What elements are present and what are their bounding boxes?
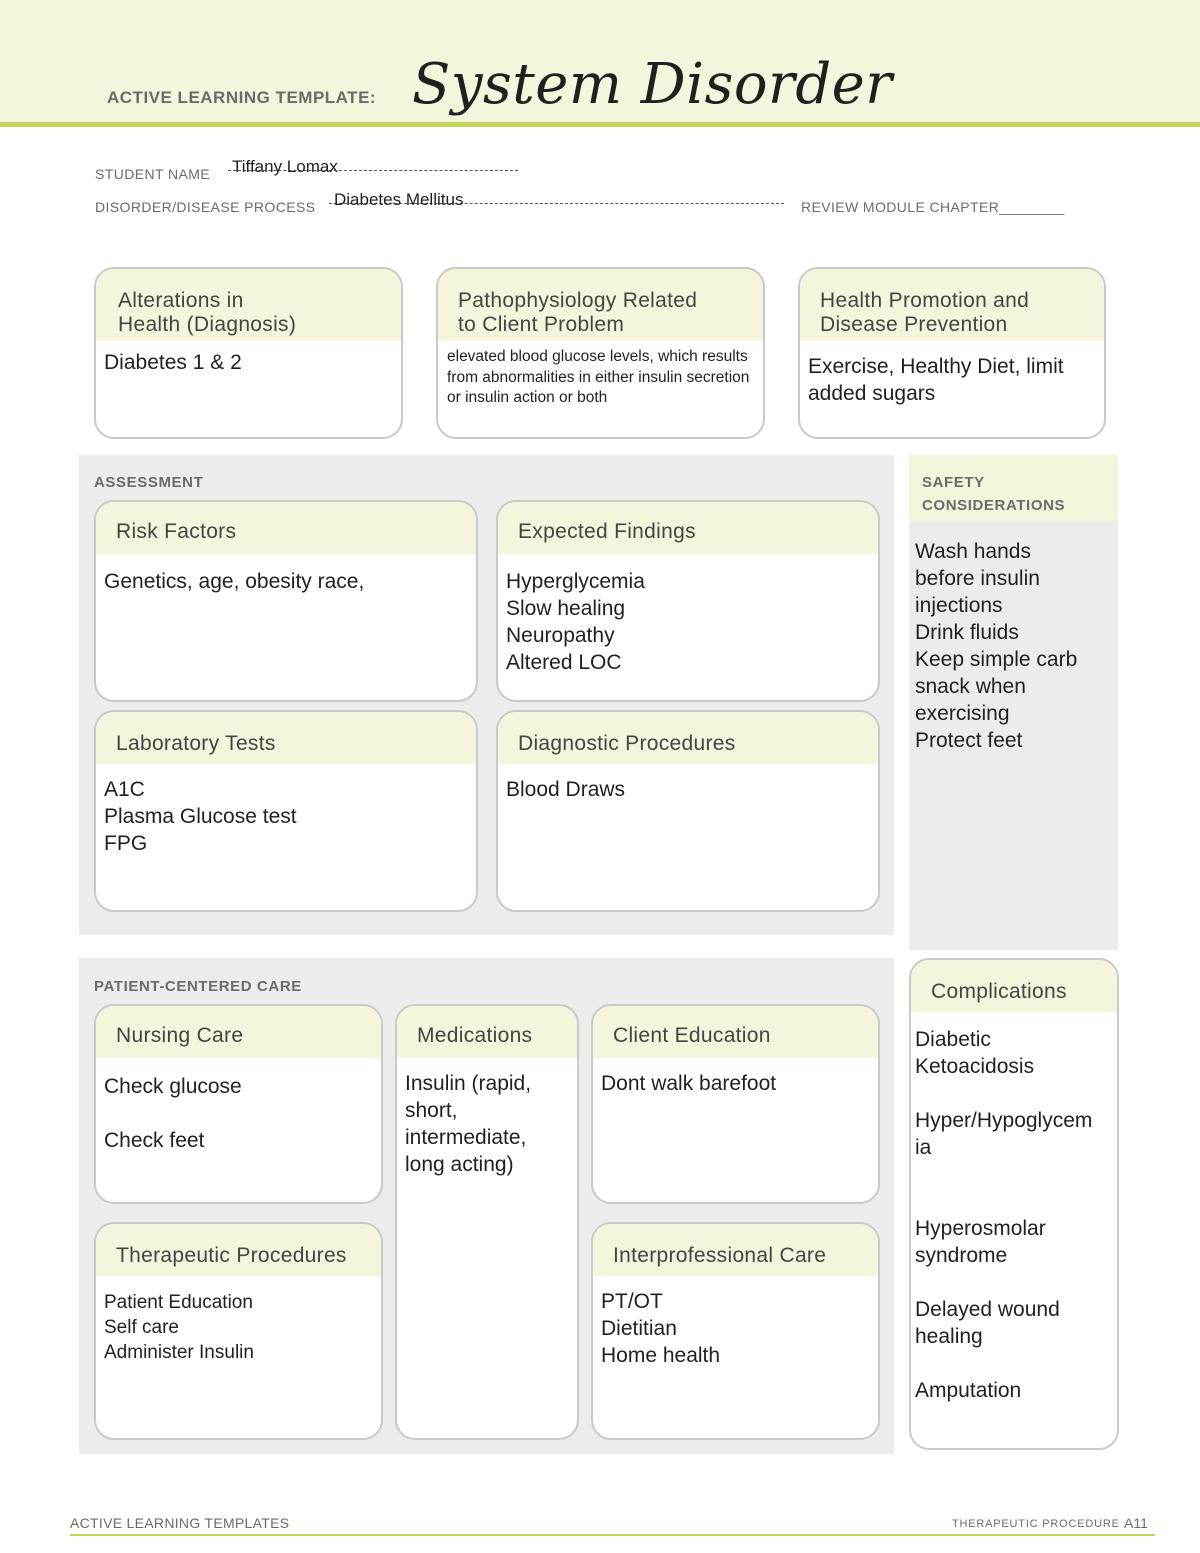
student-name-label: STUDENT NAME <box>95 166 210 182</box>
client-education-box <box>591 1004 880 1204</box>
complications-field[interactable]: Diabetic Ketoacidosis Hyper/Hypoglycem ia Hyperosmolar syndrome Delayed wound healing Amputation <box>915 1028 1093 1402</box>
complications-box <box>909 958 1119 1450</box>
diagnostic-procedures-box <box>496 710 880 912</box>
footer-rule <box>70 1534 1155 1536</box>
interprofessional-care-field[interactable]: PT/OT Dietitian Home health <box>601 1290 721 1367</box>
template-label: ACTIVE LEARNING TEMPLATE: <box>107 88 377 107</box>
student-name-field[interactable]: Tiffany Lomax <box>232 157 338 176</box>
footer-page-number: A11 <box>1124 1515 1148 1531</box>
expected-findings-box <box>496 500 880 702</box>
laboratory-tests-field[interactable]: A1C Plasma Glucose test FPG <box>104 778 297 855</box>
diagnostic-procedures-field[interactable]: Blood Draws <box>506 778 626 801</box>
health-promotion-title: Health Promotion and Disease Prevention <box>800 269 1104 341</box>
safety-title: SAFETY CONSIDERATIONS <box>922 474 1066 514</box>
complications-title: Complications <box>911 960 1117 1012</box>
laboratory-tests-box <box>94 710 478 912</box>
disorder-label: DISORDER/DISEASE PROCESS <box>95 199 316 215</box>
therapeutic-procedures-field[interactable]: Patient Education Self care Administer Insulin <box>104 1292 254 1363</box>
expected-findings-field[interactable]: Hyperglycemia Slow healing Neuropathy Altered LOC <box>506 570 645 674</box>
nursing-care-box <box>94 1004 383 1204</box>
laboratory-tests-title: Laboratory Tests <box>96 712 476 764</box>
interprofessional-care-title: Interprofessional Care <box>593 1224 878 1276</box>
pathophysiology-field[interactable]: elevated blood glucose levels, which results from abnormalities in either insulin secretion or insulin action or both <box>447 348 750 406</box>
footer-label: ACTIVE LEARNING TEMPLATES <box>70 1515 290 1531</box>
alterations-box <box>94 267 403 439</box>
pathophysiology-title: Pathophysiology Related to Client Problem <box>438 269 763 341</box>
therapeutic-procedures-box <box>94 1222 383 1440</box>
interprofessional-care-box <box>591 1222 880 1440</box>
alterations-title: Alterations in Health (Diagnosis) <box>96 269 401 341</box>
expected-findings-title: Expected Findings <box>498 502 878 554</box>
patient-care-title: PATIENT-CENTERED CARE <box>94 978 302 995</box>
client-education-title: Client Education <box>593 1006 878 1058</box>
nursing-care-title: Nursing Care <box>96 1006 381 1058</box>
health-promotion-box <box>798 267 1106 439</box>
risk-factors-field[interactable]: Genetics, age, obesity race, <box>104 570 365 593</box>
health-promotion-field[interactable]: Exercise, Healthy Diet, limit added sugars <box>808 355 1064 405</box>
assessment-title: ASSESSMENT <box>94 474 204 491</box>
medications-title: Medications <box>397 1006 577 1058</box>
client-education-field[interactable]: Dont walk barefoot <box>601 1072 777 1095</box>
diagnostic-procedures-title: Diagnostic Procedures <box>498 712 878 764</box>
page-title: System Disorder <box>412 52 893 117</box>
review-module-field[interactable]: REVIEW MODULE CHAPTER________ <box>801 199 1065 215</box>
therapeutic-procedures-title: Therapeutic Procedures <box>96 1224 381 1276</box>
medications-box <box>395 1004 579 1440</box>
disorder-field[interactable]: Diabetes Mellitus <box>334 190 464 209</box>
risk-factors-title: Risk Factors <box>96 502 476 554</box>
safety-field[interactable]: Wash hands before insulin injections Drink fluids Keep simple carb snack when exercising Protect feet <box>915 540 1078 752</box>
header-rule <box>0 122 1200 127</box>
footer-section: THERAPEUTIC PROCEDURE <box>952 1518 1120 1530</box>
risk-factors-box <box>94 500 478 702</box>
pathophysiology-box <box>436 267 765 439</box>
nursing-care-field[interactable]: Check glucose Check feet <box>104 1075 242 1152</box>
alterations-field[interactable]: Diabetes 1 & 2 <box>104 351 242 374</box>
medications-field[interactable]: Insulin (rapid, short, intermediate, long acting) <box>405 1072 532 1176</box>
